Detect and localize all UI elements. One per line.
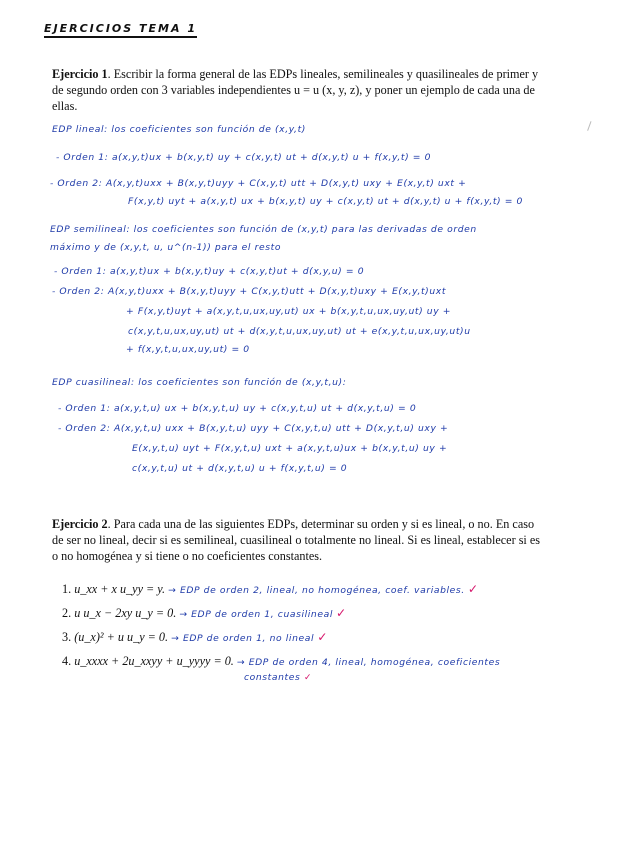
item-answer: → EDP de orden 2, lineal, no homogénea, coef. variables. bbox=[168, 585, 465, 596]
lineal-order2-eq-a: A(x,y,t)uxx + B(x,y,t)uyy + C(x,y,t) utt + D(x,y,t) uxy + E(x,y,t) uxt + bbox=[105, 178, 467, 189]
lineal-order1 bbox=[56, 152, 431, 163]
exercise-2-item bbox=[62, 630, 327, 645]
item-answer: → EDP de orden 1, cuasilineal bbox=[179, 609, 333, 620]
cuasilineal-line bbox=[52, 377, 346, 388]
lineal-line bbox=[52, 124, 306, 135]
cuasilineal-order2-eq-b: E(x,y,t,u) uyt + F(x,y,t,u) uxt + a(x,y,t,u)ux + b(x,y,t,u) uy + bbox=[132, 443, 448, 454]
lineal-order2-label: - Orden 2: bbox=[50, 178, 103, 189]
exercise-2-item bbox=[62, 582, 478, 597]
check-icon: ✓ bbox=[467, 582, 479, 596]
lineal-order1-label: - Orden 1: bbox=[56, 152, 109, 163]
semilineal-description: los coeficientes son función de (x,y,t) para las derivadas de orden bbox=[133, 224, 477, 235]
check-icon: ✓ bbox=[317, 630, 328, 644]
exercise-2-item bbox=[62, 606, 346, 621]
cuasilineal-title: EDP cuasilineal: bbox=[52, 377, 135, 388]
semilineal-order2-eq-c: c(x,y,t,u,ux,uy,ut) ut + d(x,y,t,u,ux,uy,ut) ut + e(x,y,t,u,ux,uy,ut)u bbox=[128, 326, 471, 337]
item-equation: u_xxxx + 2u_xxyy + u_yyyy = 0. bbox=[74, 654, 234, 668]
semilineal-order2 bbox=[52, 286, 446, 297]
cuasilineal-order1 bbox=[58, 403, 416, 414]
item-number: 3. bbox=[62, 630, 72, 644]
exercise-2-statement bbox=[52, 516, 542, 564]
exercise-1-statement bbox=[52, 66, 552, 114]
semilineal-order2-label: - Orden 2: bbox=[52, 286, 105, 297]
check-icon: ✓ bbox=[303, 672, 313, 683]
lineal-description: los coeficientes son función de (x,y,t) bbox=[111, 124, 306, 135]
cuasilineal-order2-eq-a: A(x,y,t,u) uxx + B(x,y,t,u) uyy + C(x,y,t,u) utt + D(x,y,t,u) uxy + bbox=[113, 423, 449, 434]
check-icon: ✓ bbox=[336, 606, 347, 620]
item-equation: u_xx + x u_yy = y. bbox=[74, 582, 166, 596]
item-number: 2. bbox=[62, 606, 72, 620]
item-4-continuation bbox=[244, 672, 312, 683]
semilineal-order2-eq-d: + f(x,y,t,u,ux,uy,ut) = 0 bbox=[126, 344, 250, 355]
item-answer: → EDP de orden 4, lineal, homogénea, coeficientes bbox=[236, 657, 501, 668]
page-header: EJERCICIOS TEMA 1 bbox=[44, 22, 197, 38]
lineal-order1-eq: a(x,y,t)ux + b(x,y,t) uy + c(x,y,t) ut + d(x,y,t) u + f(x,y,t) = 0 bbox=[111, 152, 432, 163]
cuasilineal-order1-eq: a(x,y,t,u) ux + b(x,y,t,u) uy + c(x,y,t,u) ut + d(x,y,t,u) = 0 bbox=[113, 403, 417, 414]
semilineal-order1 bbox=[54, 266, 364, 277]
cuasilineal-order1-label: - Orden 1: bbox=[58, 403, 111, 414]
exercise-2-label: Ejercicio 2 bbox=[52, 517, 108, 531]
semilineal-order1-eq: a(x,y,t)ux + b(x,y,t)uy + c(x,y,t)ut + d(x,y,u) = 0 bbox=[109, 266, 365, 277]
semilineal-order2-eq-a: A(x,y,t)uxx + B(x,y,t)uyy + C(x,y,t)utt + D(x,y,t)uxy + E(x,y,t)uxt bbox=[107, 286, 447, 297]
semilineal-title: EDP semilineal: bbox=[50, 224, 131, 235]
cuasilineal-order2-eq-c: c(x,y,t,u) ut + d(x,y,t,u) u + f(x,y,t,u) = 0 bbox=[132, 463, 348, 474]
cuasilineal-description: los coeficientes son función de (x,y,t,u): bbox=[138, 377, 347, 388]
exercise-2-text: . Para cada una de las siguientes EDPs, determinar su orden y si es lineal, o no. En caso de ser no lineal, decir si es semilineal, cuasilineal o totalmente no lineal. Si es lineal, establecer si es o no homogénea y si tiene o no coeficientes constantes. bbox=[52, 517, 541, 563]
exercise-1-label: Ejercicio 1 bbox=[52, 67, 108, 81]
semilineal-description-2: máximo y de (x,y,t, u, u^(n-1)) para el resto bbox=[50, 242, 282, 253]
cuasilineal-order2-label: - Orden 2: bbox=[58, 423, 111, 434]
exercise-2-item bbox=[62, 654, 500, 669]
item-4-answer-continued: constantes bbox=[244, 672, 301, 683]
item-answer: → EDP de orden 1, no lineal bbox=[171, 633, 315, 644]
lineal-title: EDP lineal: bbox=[52, 124, 108, 135]
lineal-order2-eq-b: F(x,y,t) uyt + a(x,y,t) ux + b(x,y,t) uy + c(x,y,t) ut + d(x,y,t) u + f(x,y,t) = 0 bbox=[128, 196, 524, 207]
pen-stroke bbox=[582, 119, 592, 131]
semilineal-order1-label: - Orden 1: bbox=[54, 266, 107, 277]
semilineal-line bbox=[50, 224, 477, 235]
item-number: 4. bbox=[62, 654, 72, 668]
exercise-1-text: . Escribir la forma general de las EDPs lineales, semilineales y quasilineales de primer y de segundo orden con 3 variables independientes u = u (x, y, z), y poner un ejemplo de cada una de ellas. bbox=[52, 67, 539, 113]
lineal-order2 bbox=[50, 178, 466, 189]
item-number: 1. bbox=[62, 582, 72, 596]
cuasilineal-order2 bbox=[58, 423, 448, 434]
item-equation: (u_x)² + u u_y = 0. bbox=[74, 630, 169, 644]
semilineal-order2-eq-b: + F(x,y,t)uyt + a(x,y,t,u,ux,uy,ut) ux + b(x,y,t,u,ux,uy,ut) uy + bbox=[126, 306, 452, 317]
item-equation: u u_x − 2xy u_y = 0. bbox=[74, 606, 177, 620]
